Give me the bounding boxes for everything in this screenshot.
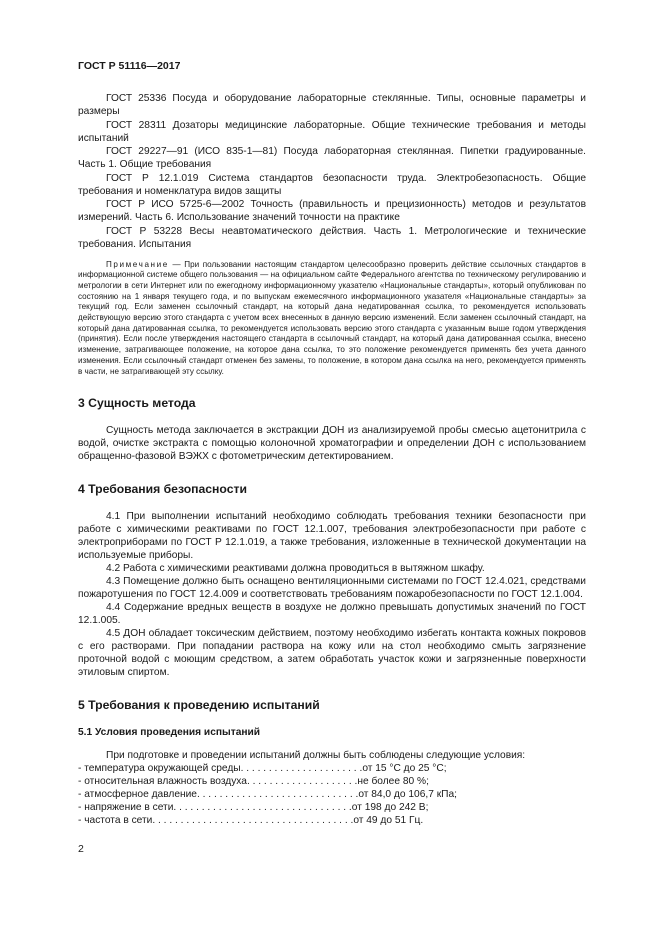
condition-label: - относительная влажность воздуха — [78, 776, 247, 788]
section-4-item: 4.1 При выполнении испытаний необходимо соблюдать требования техники безопасности при работе с химическими реактивами по ГОСТ 12.1.007, требования электробезопасности при работе с электроприборами по ГОСТ Р 12.1.019, а также требования, изложенные в технической документации на используемые приборы. — [78, 511, 586, 562]
condition-label: - температура окружающей среды — [78, 763, 241, 775]
section-5-1-title: 5.1 Условия проведения испытаний — [78, 727, 261, 739]
section-4-item: 4.2 Работа с химическими реактивами должна проводиться в вытяжном шкафу. — [106, 563, 485, 575]
condition-value: от 198 до 242 В; — [351, 802, 429, 814]
condition-value: от 15 °С до 25 °С; — [362, 763, 447, 775]
condition-leader: . . . . . . . . . . . . . . . . . . . . . . . . . . . . . . . . — [173, 802, 352, 814]
condition-row — [78, 814, 586, 827]
section-4-item: 4.4 Содержание вредных веществ в воздухе не должно превышать допустимых значений по ГОСТ 12.1.005. — [78, 602, 586, 627]
condition-value: от 84,0 до 106,7 кПа; — [358, 789, 457, 801]
condition-row — [78, 762, 586, 775]
section-4-title: 4 Требования безопасности — [78, 482, 247, 497]
section-4-item: 4.5 ДОН обладает токсическим действием, поэтому необходимо избегать контакта кожных покровов с его растворами. При попадании раствора на кожу или на стол необходимо смыть загрязнение проточной водой с моющим средством, а затем обработать участок кожи и загрязненные поверхности этиловым спиртом. — [78, 628, 586, 679]
section-3-title: 3 Сущность метода — [78, 396, 196, 411]
note-label: Примечание — [106, 259, 169, 269]
conditions-intro: При подготовке и проведении испытаний должны быть соблюдены следующие условия: — [106, 750, 526, 762]
page-number: 2 — [78, 843, 84, 855]
reference-item: ГОСТ 25336 Посуда и оборудование лабораторные стеклянные. Типы, основные параметры и размеры — [78, 93, 586, 117]
note-paragraph — [78, 260, 586, 378]
condition-row — [78, 788, 586, 801]
reference-item: ГОСТ 29227—91 (ИСО 835-1—81) Посуда лабораторная стеклянная. Пипетки градуированные. Часть 1. Общие требования — [78, 146, 586, 170]
condition-row — [78, 775, 586, 788]
condition-leader: . . . . . . . . . . . . . . . . . . . . . . . . . . . . . — [196, 789, 359, 801]
reference-item: ГОСТ Р ИСО 5725-6—2002 Точность (правильность и прецизионность) методов и результатов измерений. Часть 6. Использование значений точности на практике — [78, 199, 586, 223]
conditions-list — [78, 762, 586, 827]
section-3-text: Сущность метода заключается в экстракции ДОН из анализируемой пробы смесью ацетонитрила с водой, очистке экстракта с помощью колоночной хроматографии и определении ДОН с использованием обращенно-фазовой ВЭЖХ с фотометрическим детектированием. — [78, 425, 586, 463]
page-content — [78, 92, 586, 827]
section-4-item: 4.3 Помещение должно быть оснащено вентиляционными системами по ГОСТ 12.4.021, средствами пожаротушения по ГОСТ 12.4.009 и соответствовать требованиям пожаробезопасности по ГОСТ 12.1.004. — [78, 576, 586, 601]
condition-label: - напряжение в сети — [78, 802, 174, 814]
condition-leader: . . . . . . . . . . . . . . . . . . . . . . . . . . . . . . . . . . . . — [152, 815, 354, 827]
condition-value: не более 80 %; — [357, 776, 429, 788]
condition-leader: . . . . . . . . . . . . . . . . . . . . — [246, 776, 358, 788]
condition-leader: . . . . . . . . . . . . . . . . . . . . . . — [240, 763, 363, 775]
condition-value: от 49 до 51 Гц. — [353, 815, 424, 827]
section-5-title: 5 Требования к проведению испытаний — [78, 698, 320, 713]
condition-label: - частота в сети — [78, 815, 153, 827]
condition-label: - атмосферное давление — [78, 789, 197, 801]
note-text: — При пользовании настоящим стандартом целесообразно проверить действие ссылочных стандартов в информационной системе общего пользования — на официальном сайте Федерального агентства по техническому регулированию и метрологии в сети Интернет или по ежегодному информационному указателю «Национальные стандарты», который опубликован по состоянию на 1 января текущего года, и по выпускам ежемесячного информационного указателя «Национальные стандарты» за текущий год. Если заменен ссылочный стандарт, на который дана недатированная ссылка, то рекомендуется использовать действующую версию этого стандарта с учетом всех внесенных в данную версию изменений. Если заменен ссылочный стандарт, на который дана датированная ссылка, то рекомендуется использовать версию этого стандарта с указанным выше годом утверждения (принятия). Если после утверждения настоящего стандарта в ссылочный стандарт, на который дана датированная ссылка, внесено изменение, затрагивающее положение, на которое дана ссылка, то это положение рекомендуется применять без учета данного изменения. Если ссылочный стандарт отменен без замены, то положение, в котором дана ссылка на него, рекомендуется применять в части, не затрагивающей эту ссылку. — [78, 259, 586, 376]
reference-item: ГОСТ Р 12.1.019 Система стандартов безопасности труда. Электробезопасность. Общие требования и номенклатура видов защиты — [78, 172, 586, 197]
references-list — [78, 92, 586, 251]
reference-item: ГОСТ 28311 Дозаторы медицинские лабораторные. Общие технические требования и методы испытаний — [78, 119, 586, 144]
condition-row — [78, 801, 586, 814]
document-header: ГОСТ Р 51116—2017 — [78, 60, 181, 72]
reference-item: ГОСТ Р 53228 Весы неавтоматического действия. Часть 1. Метрологические и технические требования. Испытания — [78, 225, 586, 250]
